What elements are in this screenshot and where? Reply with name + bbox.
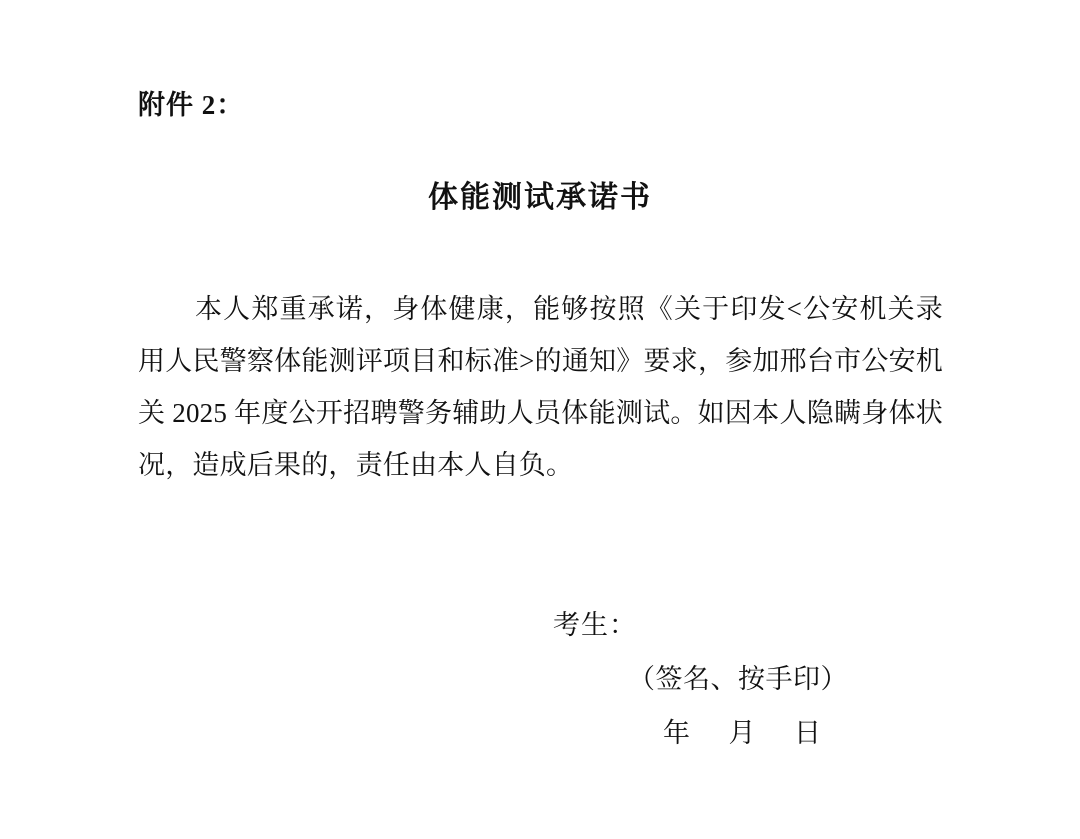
signature-note: （签名、按手印） <box>628 664 848 694</box>
body-paragraph <box>138 283 943 491</box>
date-line <box>138 706 943 760</box>
attachment-label: 附件 2： <box>138 90 245 120</box>
date-day-label: 日 <box>794 718 822 748</box>
body-paragraph-text: 本人郑重承诺，身体健康，能够按照《关于印发<公安机关录用人民警察体能测评项目和标准>的通知》要求，参加邢台市公安机关 2025 年度公开招聘警务辅助人员体能测试。如因本人隐瞒身体状况，造成后果的，责任由本人自负。 <box>138 294 943 480</box>
signature-block <box>138 598 943 760</box>
examinee-label: 考生： <box>553 610 637 640</box>
date-year-label: 年 <box>663 718 691 748</box>
page-title: 体能测试承诺书 <box>428 181 652 214</box>
date-month-label: 月 <box>728 718 757 748</box>
